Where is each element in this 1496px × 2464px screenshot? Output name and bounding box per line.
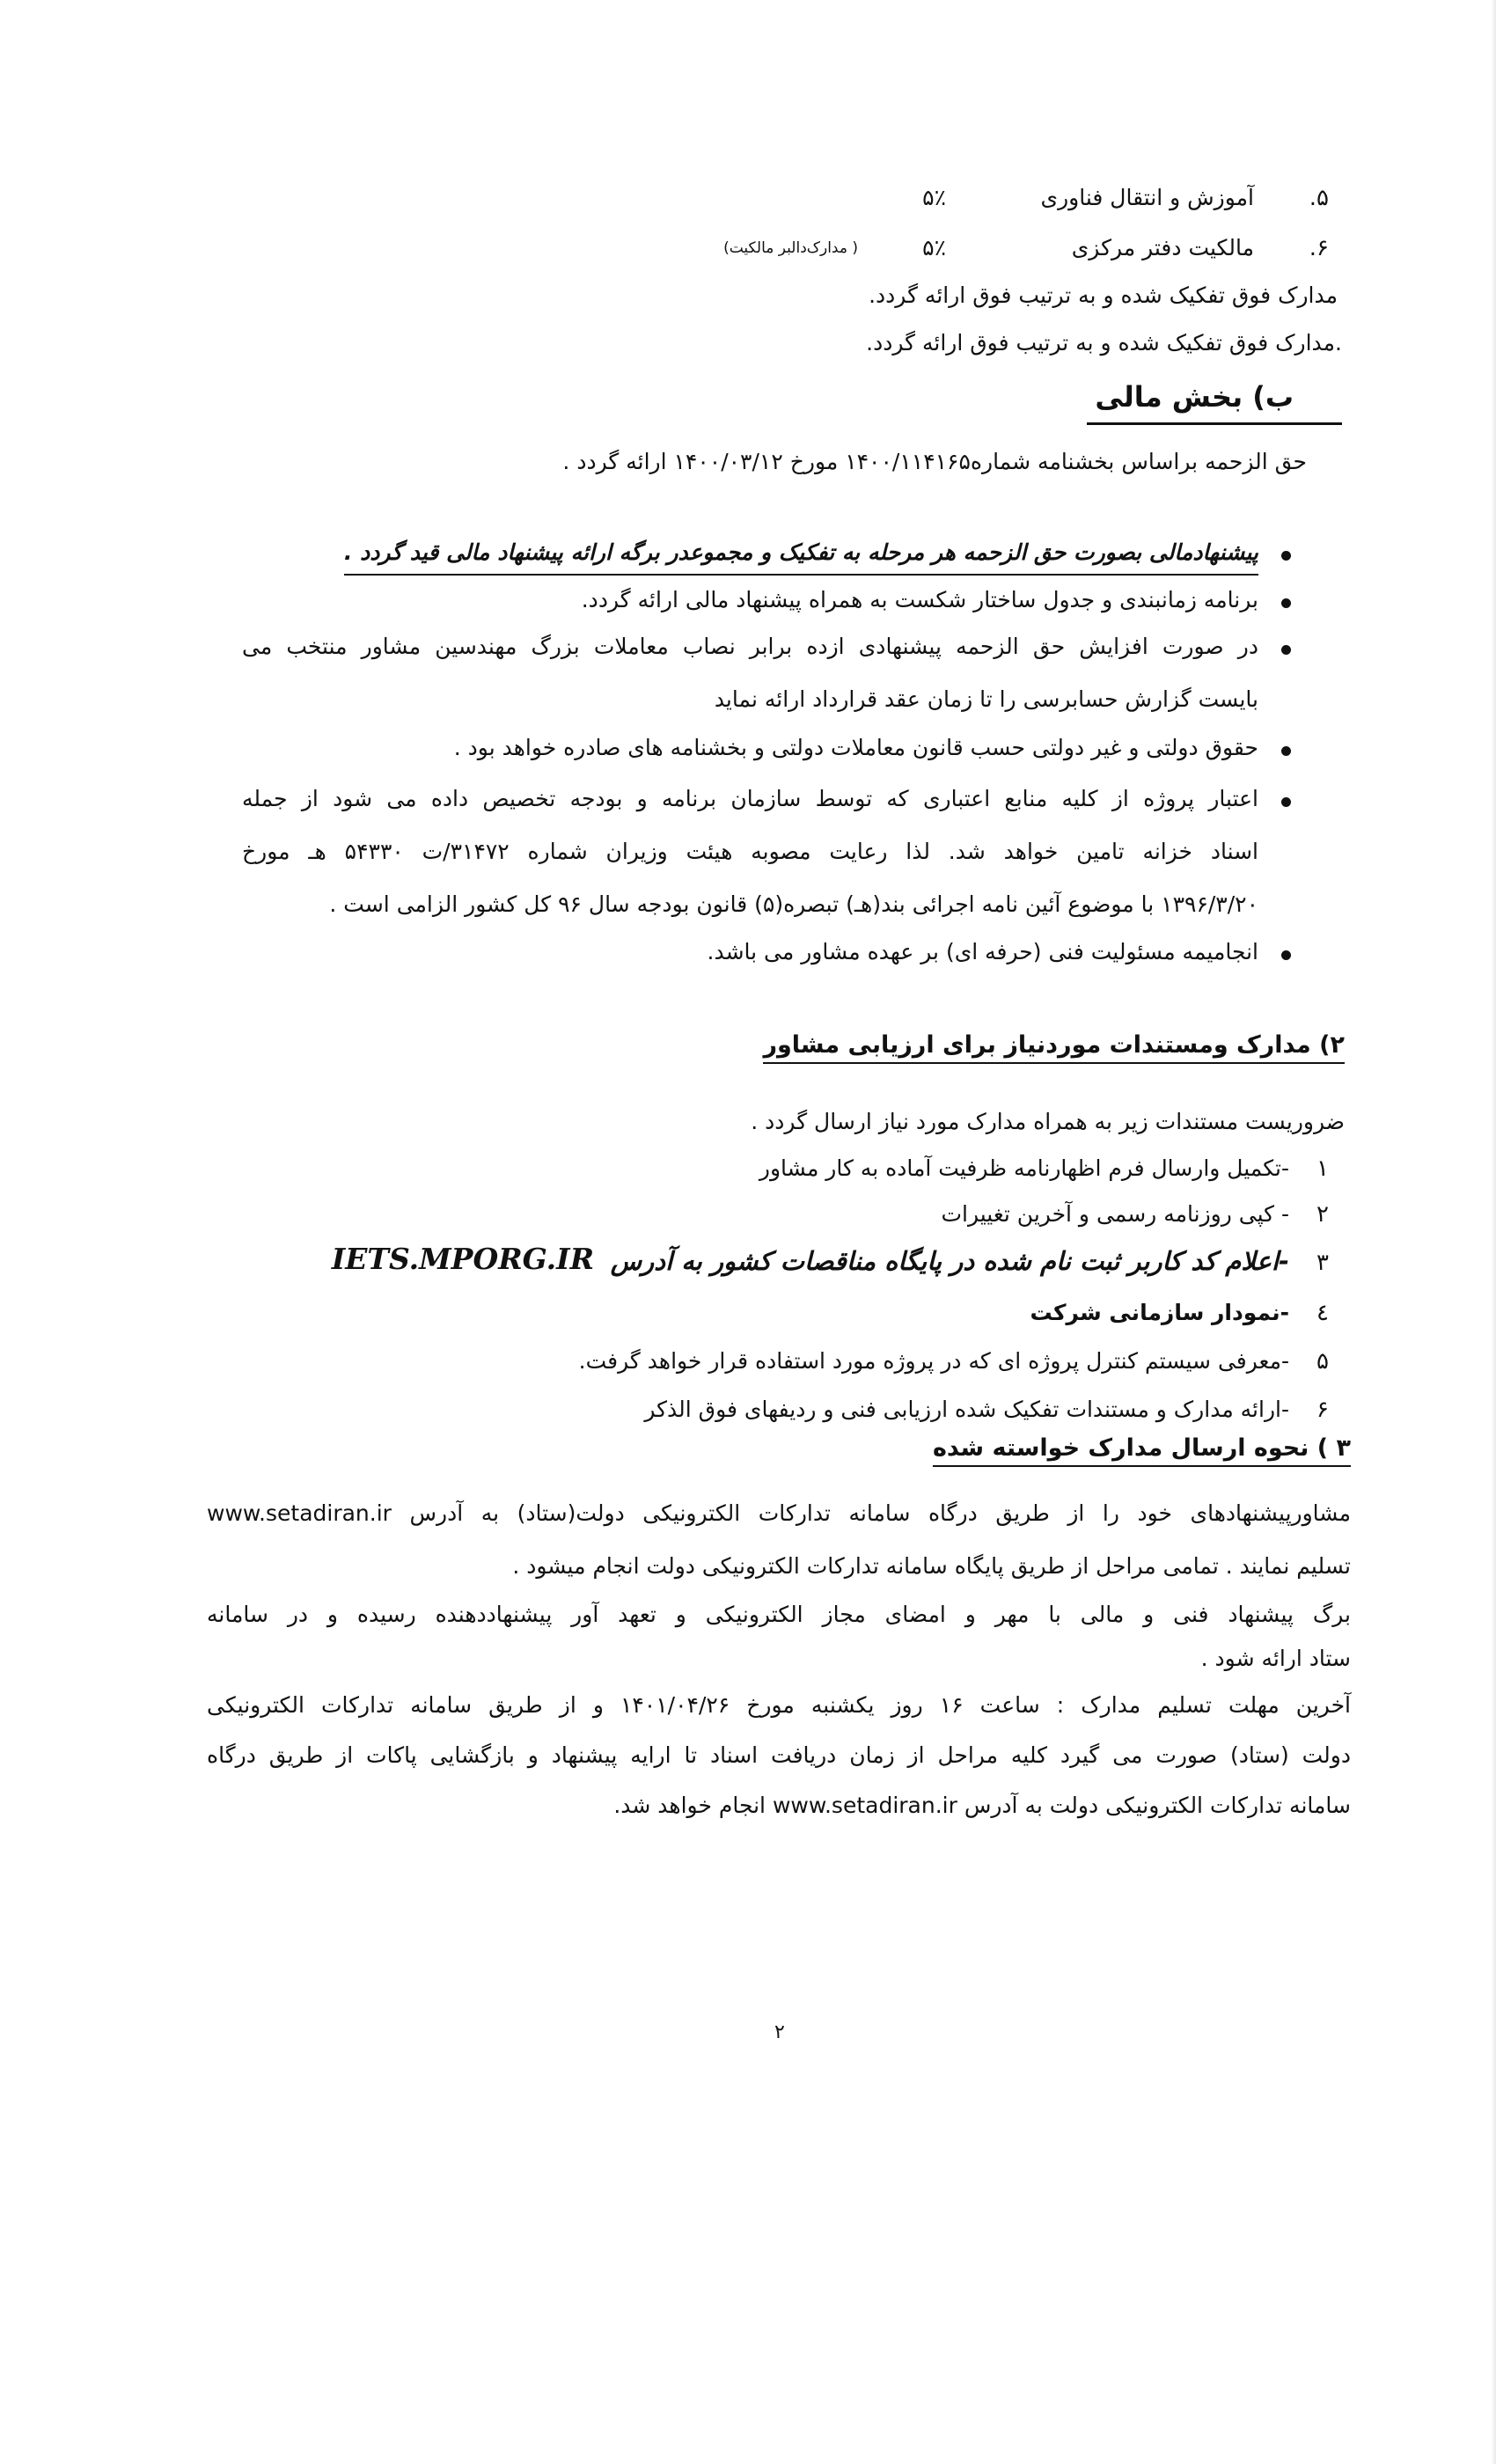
section-b-intro: حق الزحمه براساس بخشنامه شماره۱۴۰۰/۱۱۴۱۶۵ مورخ ۱۴۰۰/۰۳/۱۲ ارائه گردد . [562, 449, 1307, 474]
section-b-underline [1087, 422, 1342, 425]
section-3-para-line: دولت (ستاد) صورت می گیرد کلیه مراحل از زمان دریافت اسناد تا ارایه پیشنهاد و بازگشایی پاکات از طریق درگاه [207, 1742, 1351, 1768]
section-3-para-line: آخرین مهلت تسلیم مدارک : ساعت ۱۶ روز یکشنبه مورخ ۱۴۰۱/۰۴/۲۶ و از طریق سامانه تدارکات الکترونیکی [207, 1692, 1351, 1718]
section-3-para-line: مشاورپیشنهادهای خود را از طریق درگاه سامانه تدارکات الکترونیکی دولت(ستاد) به آدرس www.setadiran.ir [207, 1500, 1351, 1526]
list-number: ۶. [1309, 235, 1329, 261]
list-number: ۶ [1316, 1397, 1329, 1423]
list-item-label: آموزش و انتقال فناوری [1040, 185, 1254, 210]
section-3-para-line: سامانه تدارکات الکترونیکی دولت به آدرس www.setadiran.ir انجام خواهد شد. [613, 1793, 1351, 1818]
section-2-title: ۲) مدارک ومستندات موردنیاز برای ارزیابی مشاور [763, 1031, 1345, 1064]
list-item-text: -تکمیل وارسال فرم اظهارنامه ظرفیت آماده به کار مشاور [759, 1155, 1289, 1181]
bullet-text: انجامیمه مسئولیت فنی (حرفه ای) بر عهده مشاور می باشد. [707, 939, 1258, 964]
iets-address: IETS.MPORG.IR [331, 1242, 594, 1276]
list-number: ۵ [1316, 1348, 1329, 1375]
list-item-text: - کپی روزنامه رسمی و آخرین تغییرات [941, 1201, 1289, 1227]
list-number: ٤ [1316, 1300, 1329, 1326]
list-number: ۱ [1316, 1155, 1329, 1182]
page-number: ۲ [774, 2021, 785, 2043]
bullet-dot [1281, 645, 1291, 655]
section-3-para-line: ستاد ارائه شود . [1200, 1646, 1351, 1671]
bullet-dot [1281, 746, 1291, 756]
section-3-para-line: تسلیم نمایند . تمامی مراحل از طریق پایگاه سامانه تدارکات الکترونیکی دولت انجام میشود . [512, 1553, 1351, 1579]
bullet-text: در صورت افزایش حق الزحمه پیشنهادی ازده برابر نصاب معاملات بزرگ مهندسین مشاور منتخب می [242, 634, 1258, 659]
note-line: .مدارک فوق تفکیک شده و به ترتیب فوق ارائه گردد. [866, 330, 1342, 356]
list-item-note: ( مدارک‌دالبر مالکیت) [723, 239, 858, 257]
bullet-text: ۱۳۹۶/۳/۲۰ با موضوع آئین نامه اجرائی بند(هـ) تبصره(۵) قانون بودجه سال ۹۶ کل کشور الزامی است . [329, 891, 1258, 917]
section-3-title: ۳ ) نحوه ارسال مدارک خواسته شده [933, 1434, 1351, 1467]
list-item-percent: ۵٪ [922, 185, 946, 210]
bullet-dot [1281, 797, 1291, 807]
section-b-title-text: ب) بخش مالی [1095, 380, 1294, 414]
list-number: ۲ [1316, 1201, 1329, 1228]
bullet-text: پیشنهادمالی بصورت حق الزحمه هر مرحله به تفکیک و مجموعدر برگه ارائه پیشنهاد مالی قید گردد . [344, 535, 1258, 576]
list-item-label: مالکیت دفتر مرکزی [1071, 235, 1254, 260]
list-item-text: -معرفی سیستم کنترل پروژه ای که در پروژه مورد استفاده قرار خواهد گرفت. [578, 1348, 1289, 1374]
list-item-text: -اعلام کد کاربر ثبت نام شده در پایگاه مناقصات کشور به آدرس [610, 1246, 1289, 1276]
bullet-text: برنامه زمانبندی و جدول ساختار شکست به همراه پیشنهاد مالی ارائه گردد. [581, 587, 1258, 612]
list-item-text: -نمودار سازمانی شرکت [1030, 1300, 1289, 1325]
section-3-para-line: برگ پیشنهاد فنی و مالی با مهر و امضای مجاز الکترونیکی و تعهد آور پیشنهاددهنده رسیده و در سامانه [207, 1602, 1351, 1627]
bullet-dot [1281, 598, 1291, 608]
section-b-title [1095, 380, 1294, 414]
list-item-percent: ۵٪ [922, 235, 946, 260]
list-number: ۳ [1316, 1250, 1329, 1276]
section-2-intro: ضروریست مستندات زیر به همراه مدارک مورد نیاز ارسال گردد . [751, 1109, 1345, 1134]
bullet-text: حقوق دولتی و غیر دولتی حسب قانون معاملات دولتی و بخشنامه های صادره خواهد بود . [453, 735, 1258, 760]
bullet-text: اسناد خزانه تامین خواهد شد. لذا رعایت مصوبه هیئت وزیران شماره ۳۱۴۷۲/ت ۵۴۳۳۰ هـ مورخ [242, 839, 1259, 864]
bullet-text: اعتبار پروژه از کلیه منابع اعتباری که توسط سازمان برنامه و بودجه تخصیص داده می شود از جمله [242, 786, 1258, 811]
list-number: ۵. [1309, 185, 1329, 211]
bullet-dot [1281, 551, 1291, 561]
bullet-dot [1281, 950, 1291, 960]
scan-edge [1491, 0, 1496, 2464]
note-line: مدارک فوق تفکیک شده و به ترتیب فوق ارائه گردد. [869, 282, 1338, 308]
bullet-text: بایست گزارش حسابرسی را تا زمان عقد قرارداد ارائه نماید [714, 686, 1258, 712]
list-item-text: -ارائه مدارک و مستندات تفکیک شده ارزیابی فنی و ردیفهای فوق الذکر [644, 1397, 1289, 1422]
